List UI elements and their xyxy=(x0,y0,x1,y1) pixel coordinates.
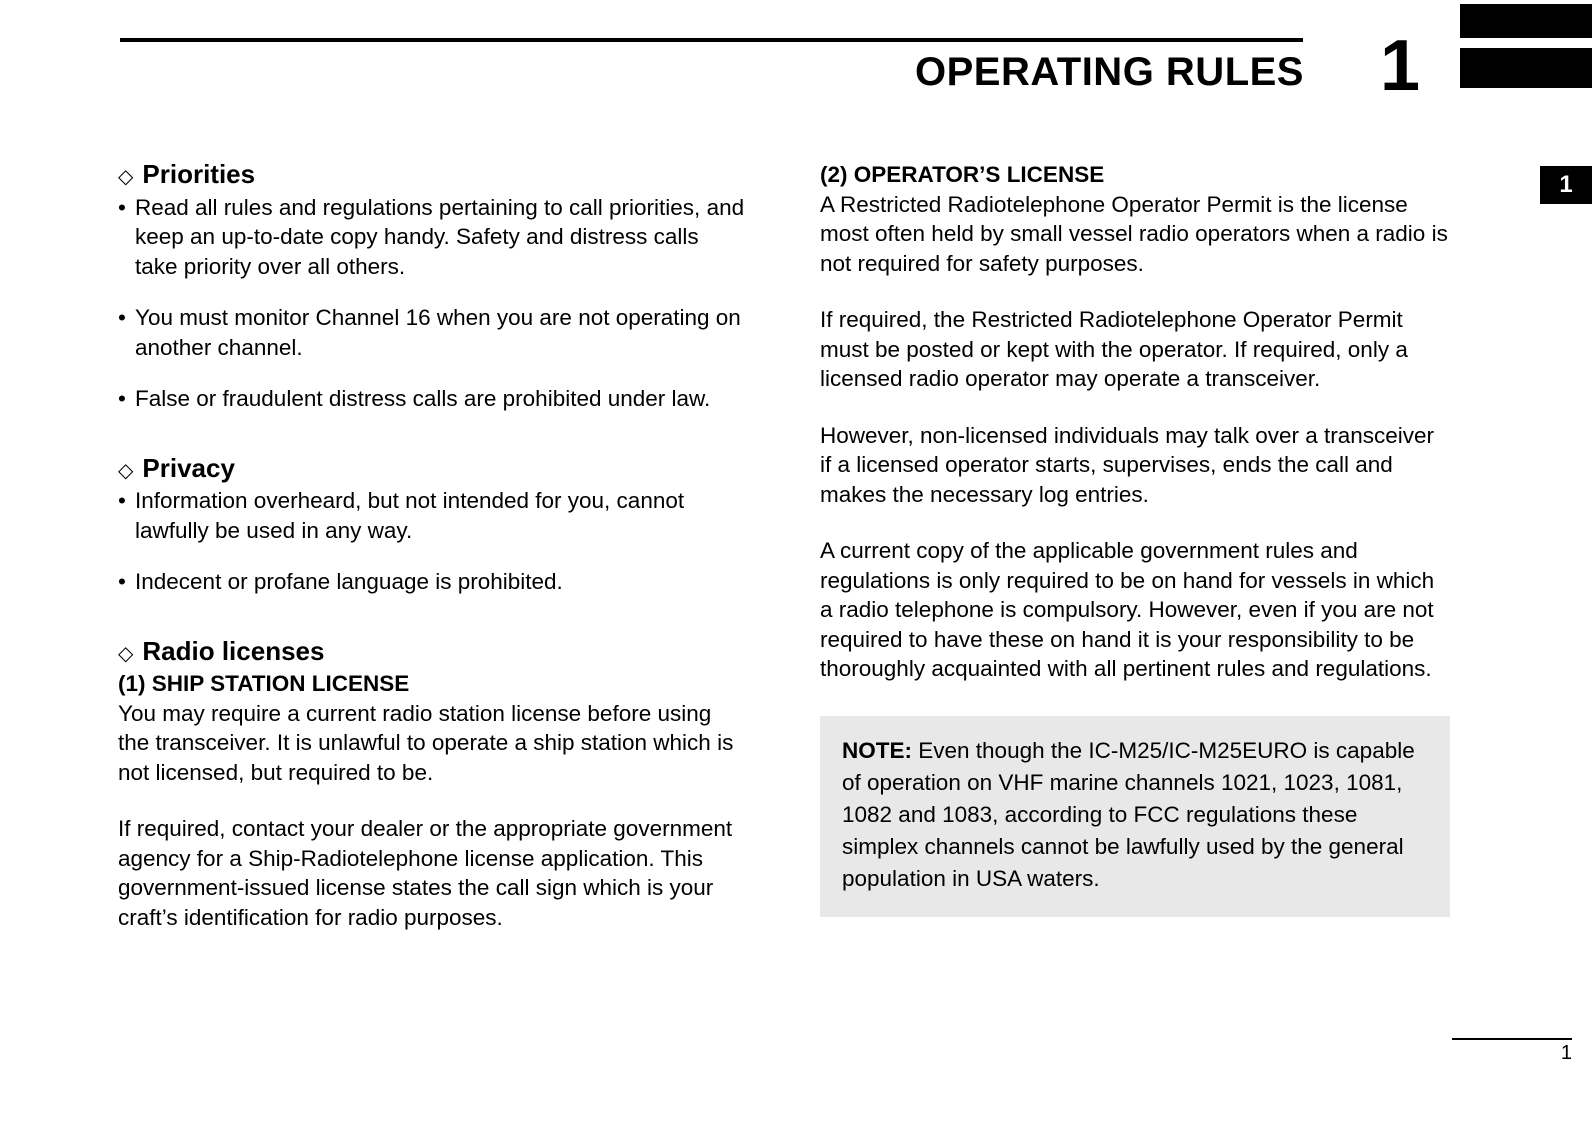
list-item-text: You must monitor Channel 16 when you are not operating on another channel. xyxy=(135,305,741,360)
list-item-text: Information overheard, but not intended for you, cannot lawfully be used in any way. xyxy=(135,488,685,543)
right-column xyxy=(820,160,1450,917)
page-header xyxy=(0,0,1592,120)
paragraph: However, non-licensed individuals may talk over a transceiver if a licensed operator starts, supervises, ends the call and makes the necessary log entries. xyxy=(820,422,1435,507)
subsection-heading-ship-station-license: (1) SHIP STATION LICENSE xyxy=(118,671,410,697)
chapter-number: 1 xyxy=(1380,26,1421,106)
section-label: Privacy xyxy=(142,452,235,483)
list-item xyxy=(118,193,746,282)
spacer xyxy=(118,436,746,454)
section-label: Radio licenses xyxy=(142,635,325,666)
bullet-icon: • xyxy=(118,305,126,331)
spacer xyxy=(118,619,746,637)
list-item-text: Read all rules and regulations pertaining to call priorities, and keep an up-to-date copy handy. Safety and distress calls take priority over all others. xyxy=(135,194,745,279)
list-item xyxy=(118,303,746,362)
bullet-icon: • xyxy=(118,569,126,595)
left-column xyxy=(118,160,746,932)
header-divider-rule xyxy=(120,38,1303,42)
list-item-text: False or fraudulent distress calls are prohibited under law. xyxy=(135,386,711,412)
section-heading-priorities xyxy=(118,160,746,189)
paragraph: A current copy of the applicable government rules and regulations is only required to be on hand for vessels in which a radio telephone is compulsory. However, even if you are not required to have these on hand it is your responsibility to be thoroughly acquainted with all pertinent rules and regulations. xyxy=(820,538,1435,681)
section-label: Priorities xyxy=(142,159,256,189)
footer-divider-rule xyxy=(1452,1038,1572,1040)
corner-block-top xyxy=(1460,4,1592,38)
chapter-title: OPERATING RULES xyxy=(914,50,1304,94)
diamond-icon: ◇ xyxy=(118,166,134,188)
paragraph: If required, contact your dealer or the appropriate government agency for a Ship-Radiotelephone license application. This government-issued license states the call sign which is your craft’s identification for radio purposes. xyxy=(118,816,733,930)
list-item xyxy=(118,567,746,597)
section-heading-radio-licenses xyxy=(118,637,746,666)
subsection-heading-operators-license: (2) OPERATOR’S LICENSE xyxy=(820,162,1105,187)
corner-block-bottom xyxy=(1460,48,1592,88)
bullet-icon: • xyxy=(118,488,126,514)
section-heading-privacy xyxy=(118,454,746,483)
bullet-icon: • xyxy=(118,194,126,220)
paragraph: If required, the Restricted Radiotelephone Operator Permit must be posted or kept with the operator. If required, only a licensed radio operator may operate a transceiver. xyxy=(820,307,1408,391)
chapter-tab-marker: 1 xyxy=(1540,166,1592,204)
list-item-text: Indecent or profane language is prohibited. xyxy=(135,569,563,595)
note-label: NOTE: xyxy=(842,737,912,763)
note-box xyxy=(820,716,1450,917)
diamond-icon: ◇ xyxy=(118,459,134,482)
note-text: Even though the IC-M25/IC-M25EURO is capable of operation on VHF marine channels 1021, 1023, 1081, 1082 and 1083, according to FCC regulations these simplex channels cannot be lawfully used by the general population in USA waters. xyxy=(842,737,1415,891)
page-number: 1 xyxy=(1560,1042,1572,1064)
list-item xyxy=(118,486,746,545)
paragraph: You may require a current radio station license before using the transceiver. It is unlawful to operate a ship station which is not licensed, but required to be. xyxy=(118,700,734,785)
list-item xyxy=(118,384,746,414)
bullet-icon: • xyxy=(118,386,126,412)
diamond-icon: ◇ xyxy=(118,642,134,665)
paragraph: A Restricted Radiotelephone Operator Permit is the license most often held by small vessel radio operators when a radio is not required for safety purposes. xyxy=(820,191,1448,276)
